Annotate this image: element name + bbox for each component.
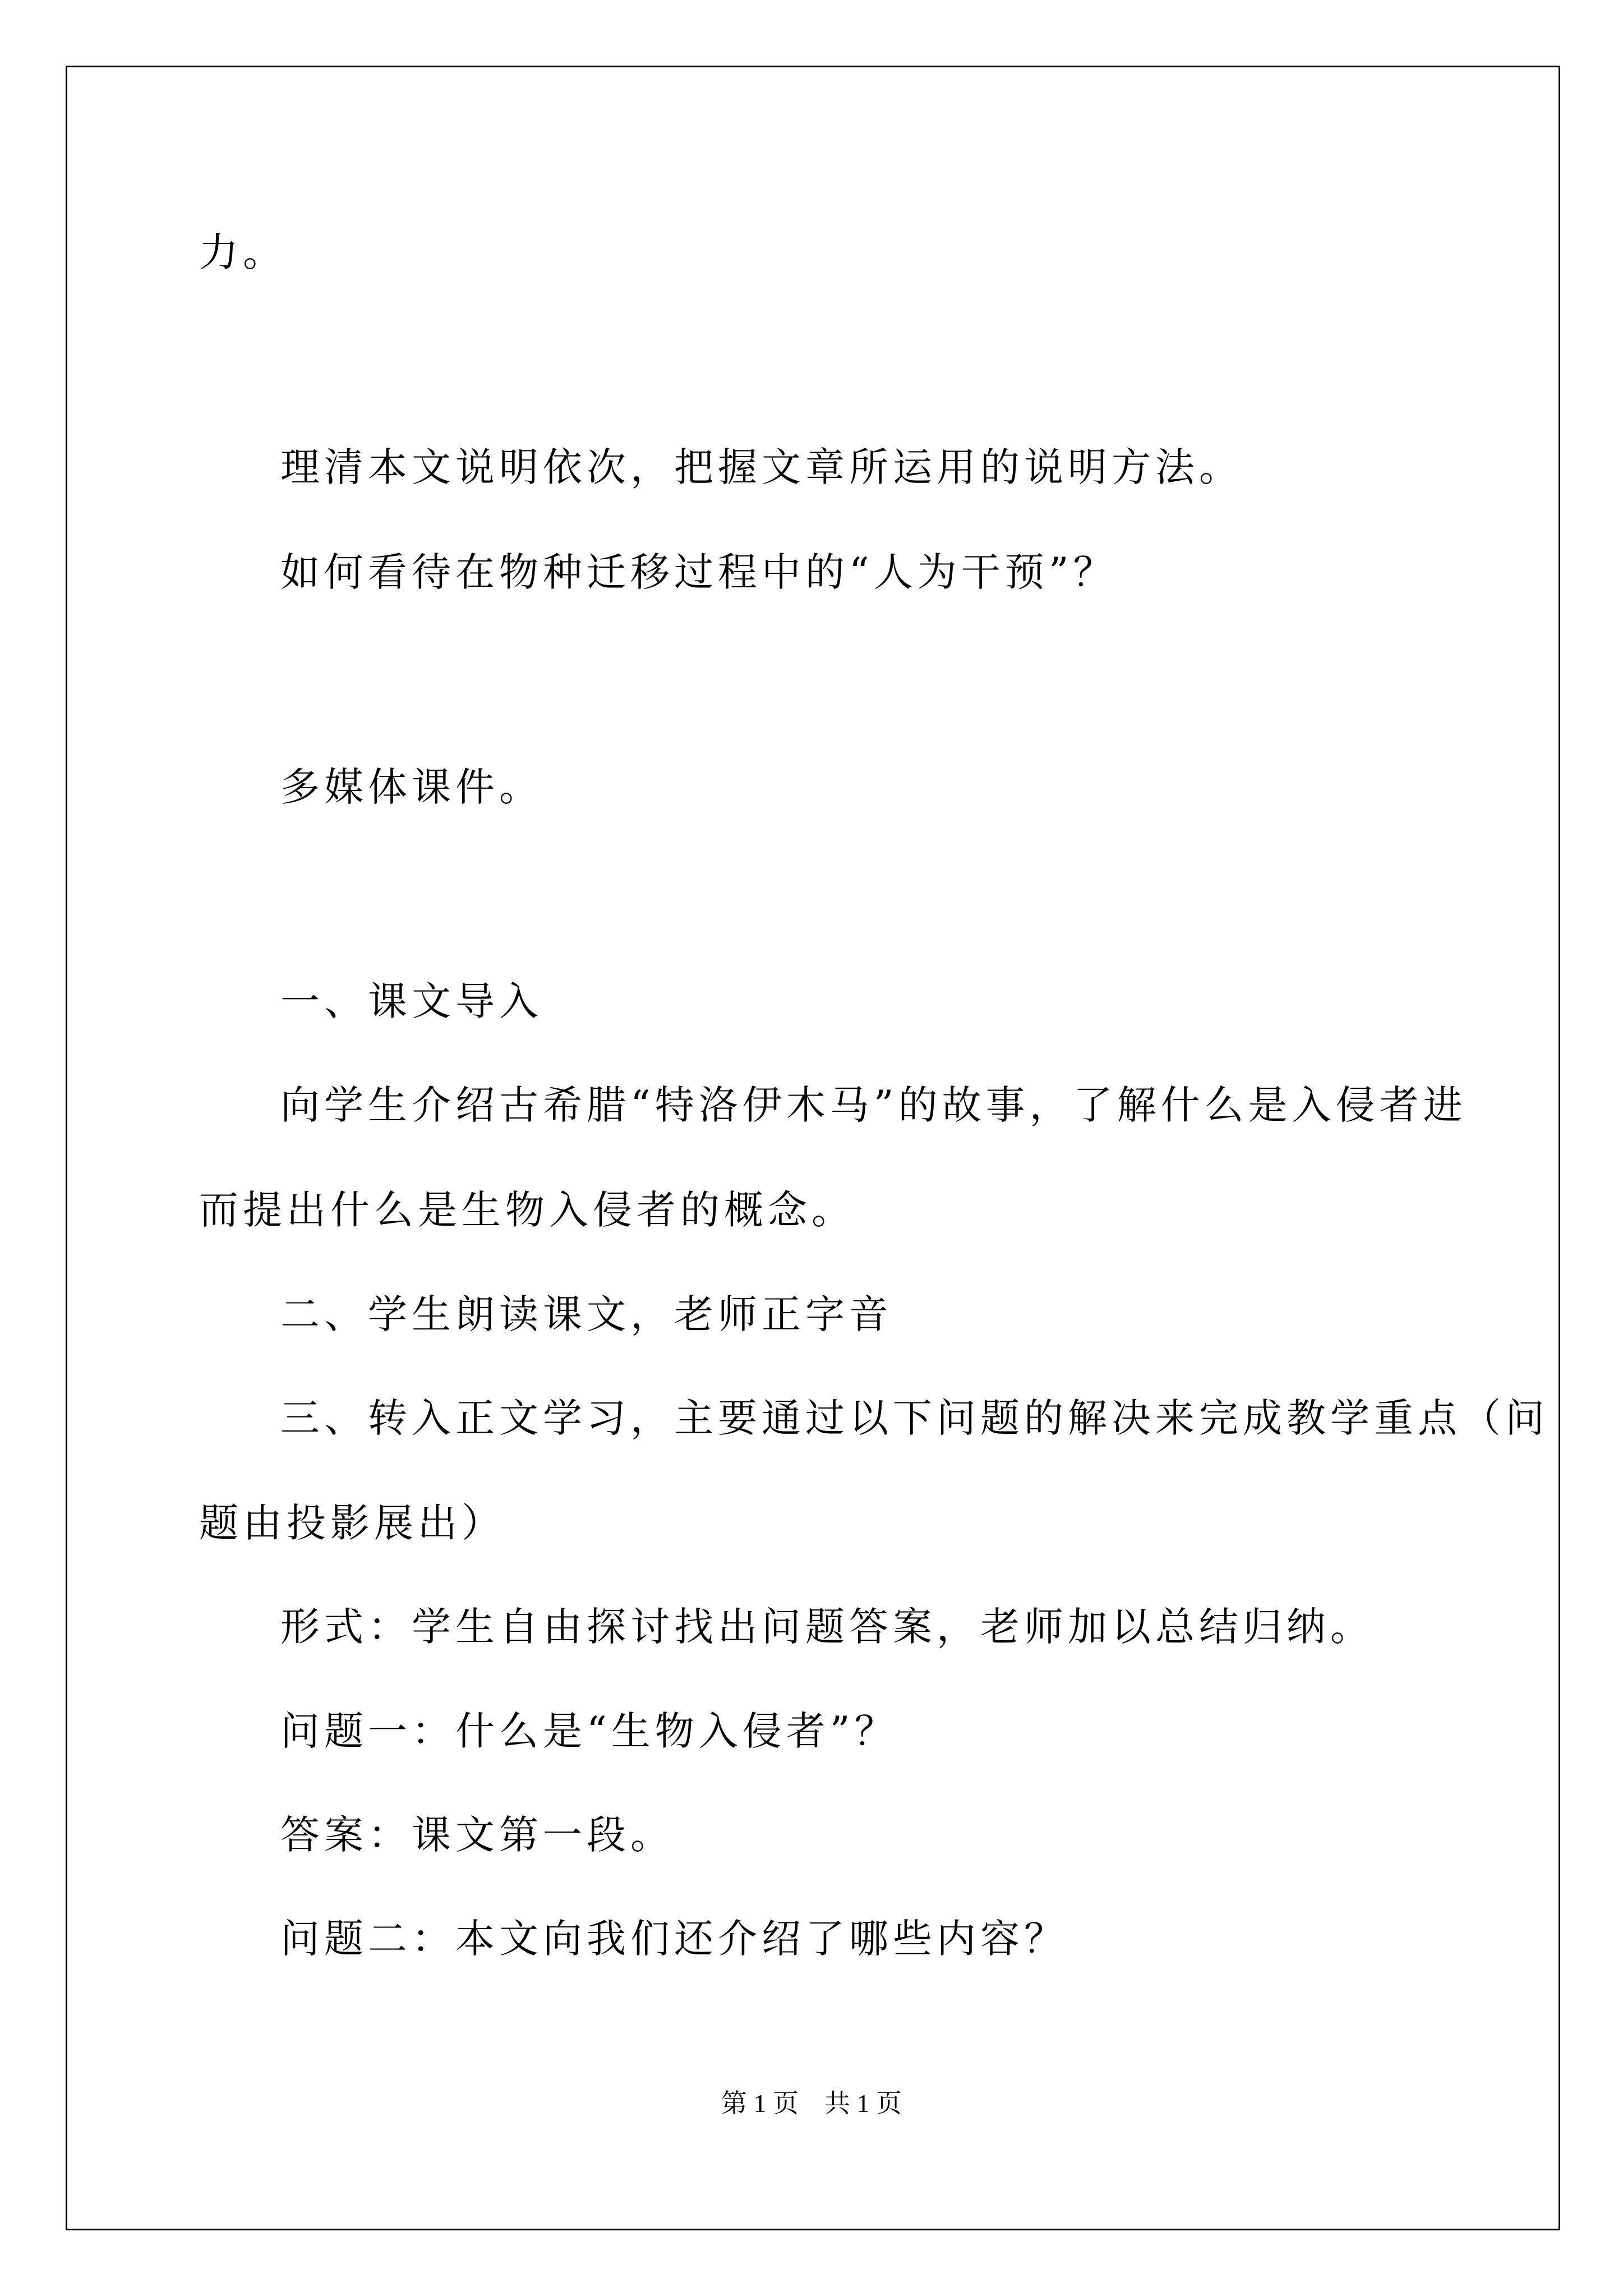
section-heading-3: 三、转入正文学习，主要通过以下问题的解决来完成教学重点（问: [280, 1395, 1549, 1441]
text-line-7: 而提出什么是生物入侵者的概念。: [199, 1187, 855, 1233]
page-footer: 第 1 页 共 1 页: [721, 2089, 902, 2118]
text-line-6: 向学生介绍古希腊“特洛伊木马”的故事，了解什么是入侵者进: [280, 1082, 1467, 1128]
text-line-10: 题由投影展出）: [199, 1500, 505, 1546]
text-line-11: 形式：学生自由探讨找出问题答案，老师加以总结归纳。: [280, 1604, 1374, 1650]
text-line-2: 理清本文说明依次，把握文章所运用的说明方法。: [280, 444, 1243, 490]
text-line-3: 如何看待在物种迁移过程中的“人为干预”？: [280, 549, 1117, 595]
answer-1: 答案：课文第一段。: [280, 1812, 674, 1858]
text-line-4: 多媒体课件。: [280, 764, 543, 810]
section-heading-2: 二、学生朗读课文，老师正字音: [280, 1291, 893, 1337]
section-heading-1: 一、课文导入: [280, 978, 543, 1024]
question-1: 问题一：什么是“生物入侵者”？: [280, 1708, 898, 1754]
text-line-1: 力。: [199, 229, 287, 275]
question-2: 问题二：本文向我们还介绍了哪些内容？: [280, 1916, 1068, 1962]
page-border: [66, 66, 1560, 2230]
